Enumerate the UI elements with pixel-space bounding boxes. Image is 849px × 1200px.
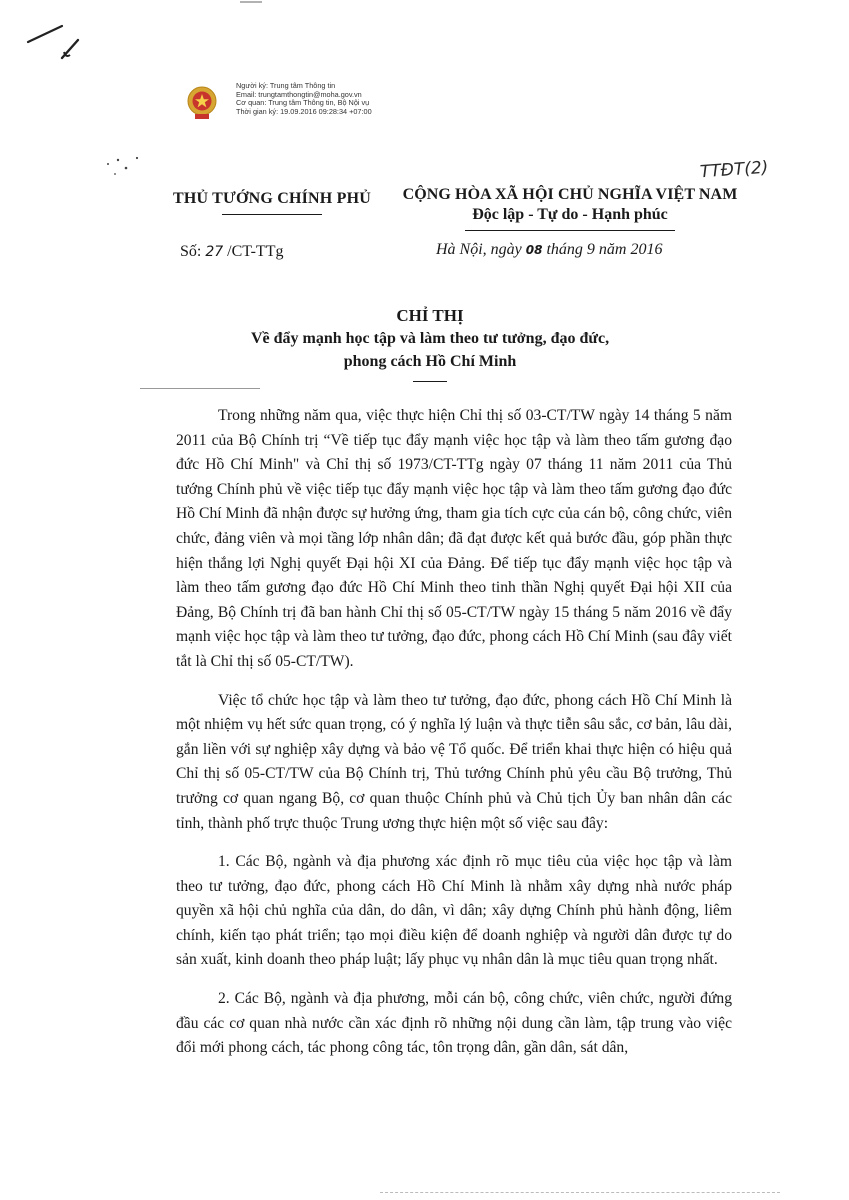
scan-margin-line <box>140 388 260 389</box>
date-suffix: tháng 9 năm 2016 <box>542 241 663 258</box>
national-emblem-icon <box>186 84 218 122</box>
document-title <box>150 306 710 382</box>
issue-date <box>436 241 662 259</box>
paragraph-directive: Việc tổ chức học tập và làm theo tư tưởng, đạo đức, phong cách Hồ Chí Minh là một nhiệm vụ hết sức quan trọng, có ý nghĩa lý luận và thực tiễn sâu sắc, cơ bản, lâu dài, gắn liền với sự nghiệp xây dựng và bảo vệ Tổ quốc. Để triển khai thực hiện có hiệu quả Chỉ thị số 05-CT/TW của Bộ Chính trị, Thủ tướng Chính phủ yêu cầu Bộ trưởng, Thủ trưởng cơ quan ngang Bộ, cơ quan thuộc Chính phủ và Chủ tịch Ủy ban nhân dân các tỉnh, thành phố trực thuộc Trung ương thực hiện một số việc sau đây: <box>176 691 732 832</box>
document-type: CHỈ THỊ <box>396 306 464 325</box>
national-title-block <box>380 186 760 231</box>
doc-number-handwritten: 27 <box>205 244 224 260</box>
date-day-handwritten: 08 <box>525 243 543 257</box>
agency-underline <box>222 214 322 215</box>
national-motto: Độc lập - Tự do - Hạnh phúc <box>472 206 668 223</box>
paragraph-intro: Trong những năm qua, việc thực hiện Chỉ thị số 03-CT/TW ngày 14 tháng 5 năm 2011 của Bộ Chính trị “Về tiếp tục đẩy mạnh việc học tập và làm theo tấm gương đạo đức Hồ Chí Minh" và Chỉ thị số 1973/CT-TTg ngày 07 tháng 11 năm 2011 của Thủ tướng Chính phủ về việc tiếp tục đẩy mạnh việc học tập và làm theo tấm gương đạo đức Hồ Chí Minh đã nhận được sự hưởng ứng, tham gia tích cực của cán bộ, công chức, viên chức, đảng viên và mọi tầng lớp nhân dân; đã đạt được kết quả bước đầu, góp phần thực hiện thắng lợi Nghị quyết Đại hội XI của Đảng. Để tiếp tục đẩy mạnh việc học tập và làm theo tấm gương đạo đức Hồ Chí Minh theo tinh thần Nghị quyết Đại hội XII của Đảng, Bộ Chính trị đã ban hành Chỉ thị số 05-CT/TW ngày 15 tháng 5 năm 2016 về đẩy mạnh việc học tập và làm theo tư tưởng, đạo đức, phong cách Hồ Chí Minh (sau đây viết tắt là Chỉ thị số 05-CT/TW). <box>176 407 732 670</box>
signature-agency: Cơ quan: Trung tâm Thông tin, Bộ Nội vụ <box>236 98 370 108</box>
nation-name: CỘNG HÒA XÃ HỘI CHỦ NGHĨA VIỆT NAM <box>402 186 738 203</box>
document-subject-line-2: phong cách Hồ Chí Minh <box>343 353 517 370</box>
digital-signature-info <box>236 82 496 116</box>
handwritten-note: TTĐT(2) <box>699 157 770 183</box>
document-body <box>176 404 732 1075</box>
scan-bottom-edge <box>380 1192 780 1193</box>
motto-underline <box>465 230 675 231</box>
issuing-agency-block <box>152 190 392 215</box>
signature-email: Email: trungtamthongtin@moha.gov.vn <box>236 89 362 99</box>
signature-time: Thời gian ký: 19.09.2016 09:28:34 +07:00 <box>236 106 372 116</box>
issuing-agency: THỦ TƯỚNG CHÍNH PHỦ <box>172 190 372 207</box>
date-prefix: Hà Nội, ngày <box>436 241 526 258</box>
paragraph-item-1: 1. Các Bộ, ngành và địa phương xác định rõ mục tiêu của việc học tập và làm theo tư tưởng, đạo đức, phong cách Hồ Chí Minh là nhằm xây dựng nhà nước pháp quyền xã hội chủ nghĩa của dân, do dân, vì dân; xây dựng Chính phủ hành động, liêm chính, kiến tạo phát triển; tạo mọi điều kiện để doanh nghiệp và người dân được tự do sản xuất, kinh doanh theo pháp luật; lấy phục vụ nhân dân là mục tiêu quan trọng nhất. <box>176 853 732 969</box>
doc-number-prefix: Số: <box>180 243 206 260</box>
signature-signer: Người ký: Trung tâm Thông tin <box>236 81 336 90</box>
doc-number-suffix: /CT-TTg <box>223 243 284 260</box>
title-underline <box>413 381 447 382</box>
paragraph-item-2: 2. Các Bộ, ngành và địa phương, mỗi cán bộ, công chức, viên chức, người đứng đầu các cơ quan nhà nước cần xác định rõ những nội dung cần làm, tập trung vào việc đổi mới phong cách, tác phong công tác, tôn trọng dân, gần dân, sát dân, <box>176 990 732 1057</box>
document-subject-line-1: Về đẩy mạnh học tập và làm theo tư tưởng, đạo đức, <box>250 330 610 347</box>
document-number <box>180 243 283 261</box>
